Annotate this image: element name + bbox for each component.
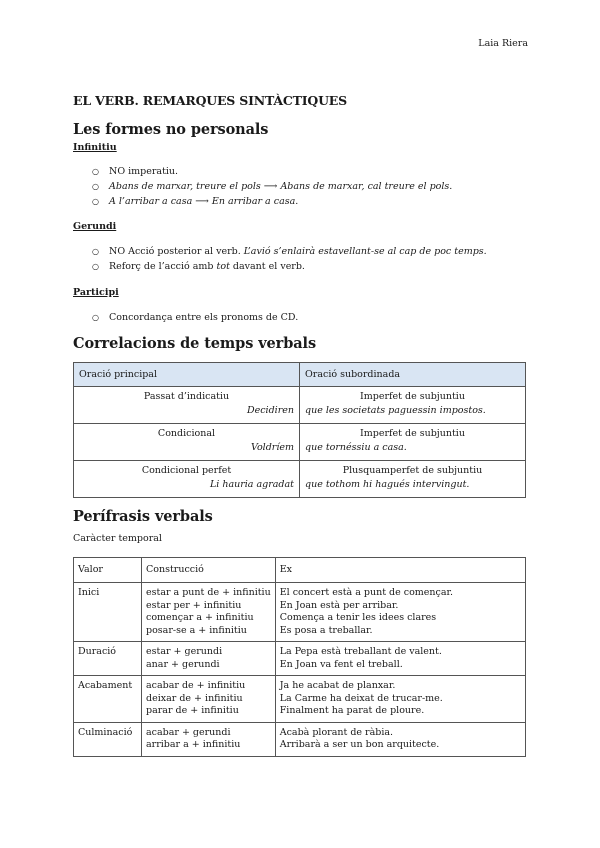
list-item: ○ NO imperatiu. [92,164,452,179]
section-title-nonpersonal: Les formes no personals [73,121,269,138]
list-item: ○ Concordança entre els pronoms de CD. [92,310,298,325]
subheading-infinitiu: Infinitiu [73,142,117,153]
table-row [74,424,526,461]
section-title-correlations: Correlacions de temps verbals [73,335,317,352]
example-cell: El concert està a punt de començar. En Joan està per arribar. Comença a tenir les idees clares Es posa a treballar. [275,583,525,642]
table-row [74,461,526,498]
main-clause-cell: Condicional perfet Li hauria agradat [74,461,300,498]
periphrasis-subtitle: Caràcter temporal [73,533,162,544]
author-name: Laia Riera [478,38,528,49]
construccio-cell: estar a punt de + infinitiu estar per + infinitiu començar a + infinitiu posar-se a + infinitiu [142,583,276,642]
table-header-row [74,558,526,583]
subheading-participi: Participi [73,287,119,298]
column-header: Oració subordinada [300,363,526,387]
valor-cell: Inici [74,583,142,642]
list-item: ○ A l’arribar a casa ⟶ En arribar a casa. [92,194,452,209]
sub-clause-cell: Imperfet de subjuntiu que les societats paguessin impostos. [300,387,526,424]
table-row [74,676,526,723]
main-clause-cell: Condicional Voldríem [74,424,300,461]
correlations-table [73,362,526,498]
example-cell: La Pepa està treballant de valent. En Joan va fent el treball. [275,642,525,676]
sub-clause-cell: Imperfet de subjuntiu que tornéssiu a casa. [300,424,526,461]
column-header: Ex [275,558,525,583]
column-header: Oració principal [74,363,300,387]
table-row [74,387,526,424]
page-title: EL VERB. REMARQUES SINTÀCTIQUES [73,93,347,108]
subheading-gerundi: Gerundi [73,221,117,232]
valor-cell: Duració [74,642,142,676]
sub-clause-cell: Plusquamperfet de subjuntiu que tothom hi hagués intervingut. [300,461,526,498]
example-cell: Ja he acabat de planxar. La Carme ha deixat de trucar-me. Finalment ha parat de ploure. [275,676,525,723]
participi-list [92,310,298,325]
section-title-periphrasis: Perífrasis verbals [73,508,213,525]
main-clause-cell: Passat d’indicatiu Decidiren [74,387,300,424]
table-row [74,642,526,676]
construccio-cell: acabar de + infinitiu deixar de + infinitiu parar de + infinitiu [142,676,276,723]
construccio-cell: acabar + gerundi arribar a + infinitiu [142,722,276,756]
column-header: Valor [74,558,142,583]
table-row [74,722,526,756]
list-item: ○ Abans de marxar, treure el pols ⟶ Abans de marxar, cal treure el pols. [92,179,452,194]
list-item: ○ Reforç de l’acció amb tot davant el verb. [92,259,487,274]
valor-cell: Acabament [74,676,142,723]
table-row [74,583,526,642]
construccio-cell: estar + gerundi anar + gerundi [142,642,276,676]
valor-cell: Culminació [74,722,142,756]
column-header: Construcció [142,558,276,583]
gerundi-list [92,244,487,274]
list-item: ○ NO Acció posterior al verb. L’avió s’enlairà estavellant-se al cap de poc temps. [92,244,487,259]
infinitiu-list [92,164,452,209]
table-header-row [74,363,526,387]
example-cell: Acabà plorant de ràbia. Arribarà a ser un bon arquitecte. [275,722,525,756]
periphrasis-table [73,557,526,757]
